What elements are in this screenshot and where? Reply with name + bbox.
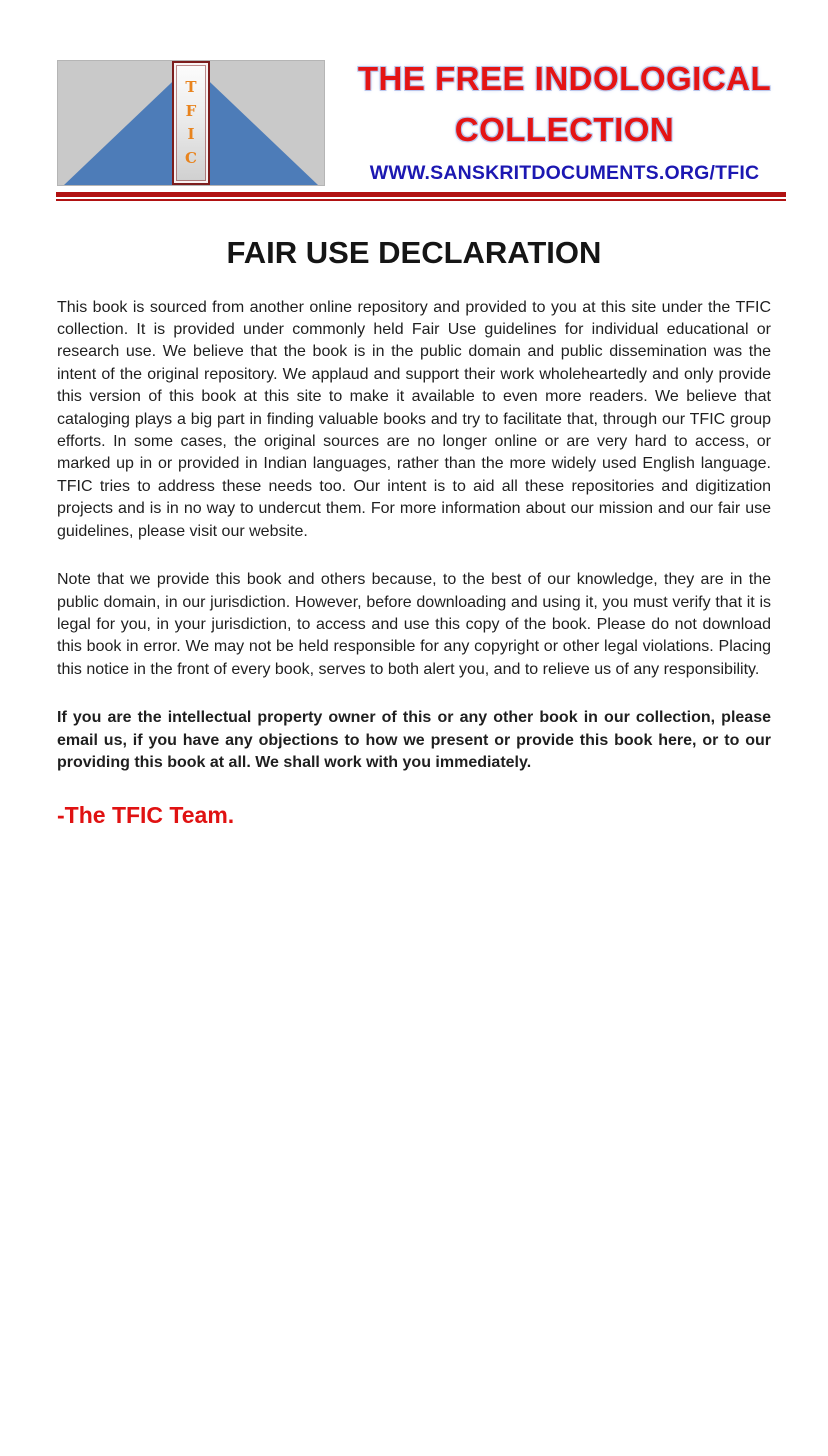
org-title-line2: COLLECTION (454, 110, 675, 148)
logo-letter-t: T (185, 77, 197, 96)
header-text (325, 60, 786, 185)
logo-letter-f: F (185, 101, 197, 120)
signature: -The TFIC Team. (57, 802, 235, 829)
logo-letter-c: C (185, 149, 197, 168)
document-body (57, 235, 771, 829)
paragraph-ip-owner: If you are the intellectual property owner of this or any other book in our collection, please email us, if you have any objections to how we present or provide this book here, or to our providing this book at all. We shall work with you immediately. (57, 709, 771, 771)
org-url-link[interactable]: WWW.SANSKRITDOCUMENTS.ORG/TFIC (369, 162, 760, 185)
logo-letter-i: I (187, 125, 195, 144)
logo-column (172, 61, 210, 185)
page-title: FAIR USE DECLARATION (226, 235, 602, 270)
header (57, 60, 786, 186)
tfic-logo (57, 60, 325, 186)
org-title-line1: THE FREE INDOLOGICAL (357, 60, 772, 97)
paragraph-fair-use: This book is sourced from another online repository and provided to you at this site under the TFIC collection. It is provided under commonly held Fair Use guidelines for individual educational or research use. We believe that the book is in the public domain and public dissemination was the intent of the original repository. We applaud and support their work wholeheartedly and only provide this version of this book at this site to make it available to even more readers. We believe that cataloging plays a big part in finding valuable books and try to facilitate that, through our TFIC group efforts. In some cases, the original sources are no longer online or are very hard to access, or marked up in or provided in Indian languages, rather than the more widely used English language. TFIC tries to address these needs too. Our intent is to aid all these repositories and digitization projects and is in no way to undercut them. For more information about our mission and our fair use guidelines, please visit our website. (57, 298, 771, 540)
paragraph-legal-notice: Note that we provide this book and others because, to the best of our knowledge, they are in the public domain, in our jurisdiction. However, before downloading and using it, you must verify that it is legal for you, in your jurisdiction, to access and use this copy of the book. Please do not download this book in error. We may not be held responsible for any copyright or other legal violations. Placing this notice in the front of every book, serves to both alert you, and to relieve us of any responsibility. (57, 571, 771, 678)
red-double-divider (56, 192, 786, 201)
